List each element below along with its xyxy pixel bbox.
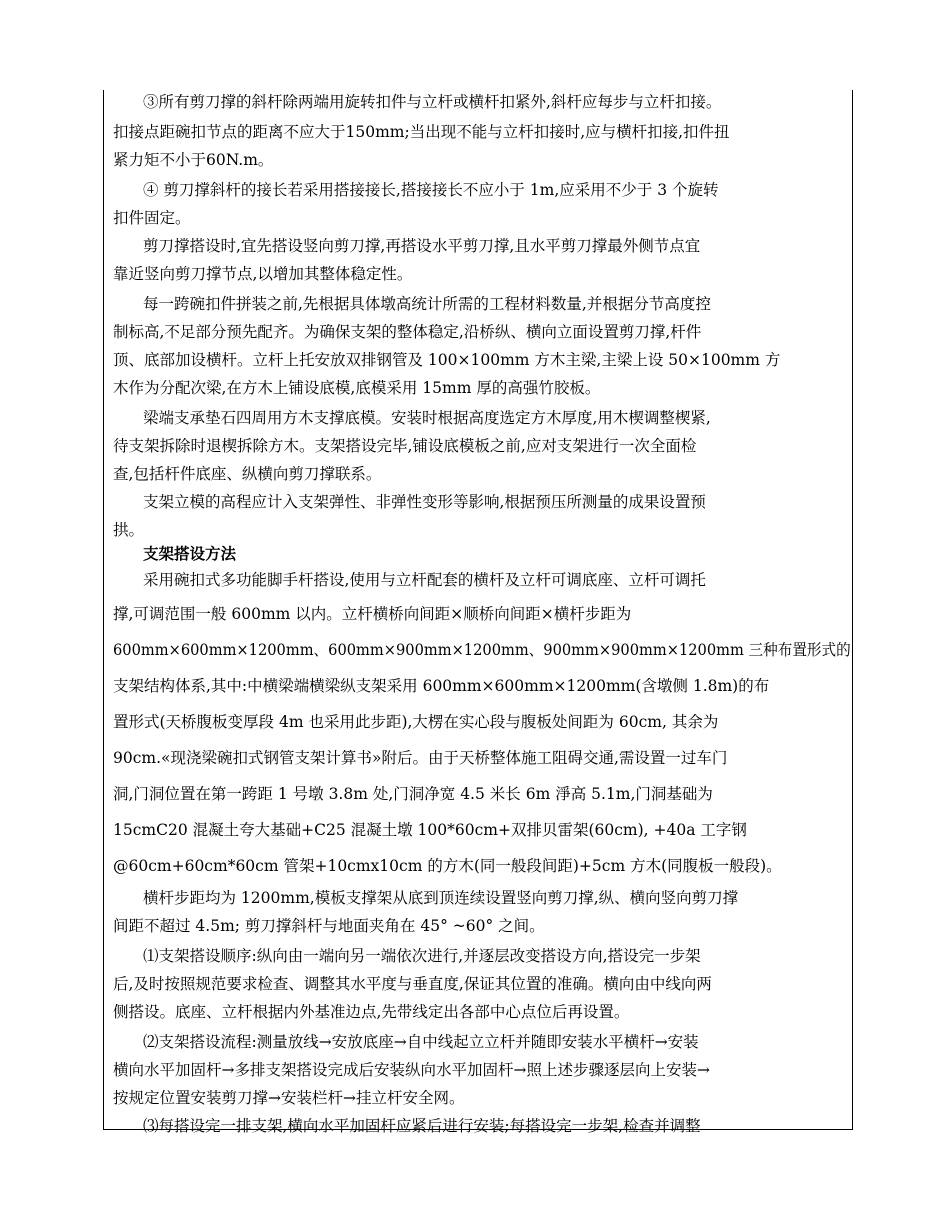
text-line: ⑵支架搭设流程:测量放线→安放底座→自中线起立立杆并随即安装水平横杆→安装 xyxy=(143,1033,699,1051)
text-line: 木作为分配次梁,在方木上铺设底模,底模采用 15mm 厚的高强竹胶板。 xyxy=(113,379,601,397)
text-line: 置形式(天桥腹板变厚段 4m 也采用此步距),大楞在实心段与腹板处间距为 60cm, 其余为 xyxy=(113,713,719,731)
text-line: 洞,门洞位置在第一跨距 1 号墩 3.8m 处,门洞净宽 4.5 米长 6m 淨高 5.1m,门洞基础为 xyxy=(113,785,713,803)
text-line: ⑴支架搭设顺序:纵向由一端向另一端依次进行,并逐层改变搭设方向,搭设完一步架 xyxy=(143,947,701,965)
text-line: 剪刀撑搭设时,宜先搭设竖向剪刀撑,再搭设水平剪刀撑,且水平剪刀撑最外侧节点宜 xyxy=(143,237,701,255)
text-line: 扣接点距碗扣节点的距离不应大于150mm;当出现不能与立杆扣接时,应与横杆扣接,扣件扭 xyxy=(113,123,730,141)
text-line: 制标高,不足部分预先配齐。为确保支架的整体稳定,沿桥纵、横向立面设置剪刀撑,杆件 xyxy=(113,323,702,341)
text-line: 撑,可调范围一般 600mm 以内。立杆横桥向间距×顺桥向间距×横杆步距为 xyxy=(113,605,632,623)
text-line: 顶、底部加设横杆。立杆上托安放双排钢管及 100×100mm 方木主梁,主梁上设 50×100mm 方 xyxy=(113,351,781,369)
text-line: 拱。 xyxy=(113,521,145,539)
text-line: 采用碗扣式多功能脚手杆搭设,使用与立杆配套的横杆及立杆可调底座、立杆可调托 xyxy=(143,571,706,589)
text-line: 横向水平加固杆→多排支架搭设完成后安装纵向水平加固杆→照上述步骤逐层向上安装→ xyxy=(113,1061,710,1079)
text-line: 侧搭设。底座、立杆根据内外基准边点,先带线定出各部中心点位后再设置。 xyxy=(113,1003,630,1021)
text-line: ④ 剪刀撑斜杆的接长若采用搭接接长,搭接接长不应小于 1m,应采用不少于 3 个旋转 xyxy=(143,181,719,199)
text-line: 扣件固定。 xyxy=(113,209,191,227)
text-line: 15cmC20 混凝土夸大基础+C25 混凝土墩 100*60cm+双排贝雷架(60cm), +40a 工字钢 xyxy=(113,821,747,839)
text-line: 待支架拆除时退楔拆除方木。支架搭设完毕,铺设底模板之前,应对支架进行一次全面检 xyxy=(113,437,697,455)
text-line: 600mm×600mm×1200mm、600mm×900mm×1200mm、900mm×900mm×1200mm 三种布置形式的 xyxy=(113,641,851,659)
text-line: 梁端支承垫石四周用方木支撑底模。安装时根据高度选定方木厚度,用木楔调整楔紧, xyxy=(143,409,711,427)
text-line: 靠近竖向剪刀撑节点,以增加其整体稳定性。 xyxy=(113,265,413,283)
text-line: 后,及时按照规范要求检查、调整其水平度与垂直度,保证其位置的准确。横向由中线向两 xyxy=(113,975,712,993)
text-line: 间距不超过 4.5m; 剪刀撑斜杆与地面夹角在 45° ~60° 之间。 xyxy=(113,917,545,935)
text-line: 横杆步距均为 1200mm,模板支撑架从底到顶连续设置竖向剪刀撑,纵、横向竖向剪刀撑 xyxy=(143,889,739,907)
text-line: @60cm+60cm*60cm 管架+10cmx10cm 的方木(同一般段间距)+5cm 方木(同腹板一般段)。 xyxy=(113,857,782,875)
section-heading: 支架搭设方法 xyxy=(143,544,237,563)
text-line: 每一跨碗扣件拼装之前,先根据具体墩高统计所需的工程材料数量,并根据分节高度控 xyxy=(143,295,711,313)
text-line: 查,包括杆件底座、纵横向剪刀撑联系。 xyxy=(113,465,382,483)
text-line: ③所有剪刀撑的斜杆除两端用旋转扣件与立杆或横杆扣紧外,斜杆应每步与立杆扣接。 xyxy=(143,93,722,111)
text-line: 按规定位置安装剪刀撑→安装栏杆→挂立杆安全网。 xyxy=(113,1089,465,1107)
text-line: ⑶每搭设完一排支架,横向水平加固杆应紧后进行安装;每搭设完一步架,检查并调整 xyxy=(143,1117,701,1135)
text-line: 支架结构体系,其中:中横梁端横梁纵支架采用 600mm×600mm×1200mm(含墩侧 1.8m)的布 xyxy=(113,677,770,695)
text-line: 90cm.«现浇梁碗扣式钢管支架计算书»附后。由于天桥整体施工阻碍交通,需设置一过车门 xyxy=(113,749,728,767)
text-line: 支架立模的高程应计入支架弹性、非弹性变形等影响,根据预压所测量的成果设置预 xyxy=(143,493,706,511)
text-line: 紧力矩不小于60N.m。 xyxy=(113,151,274,169)
